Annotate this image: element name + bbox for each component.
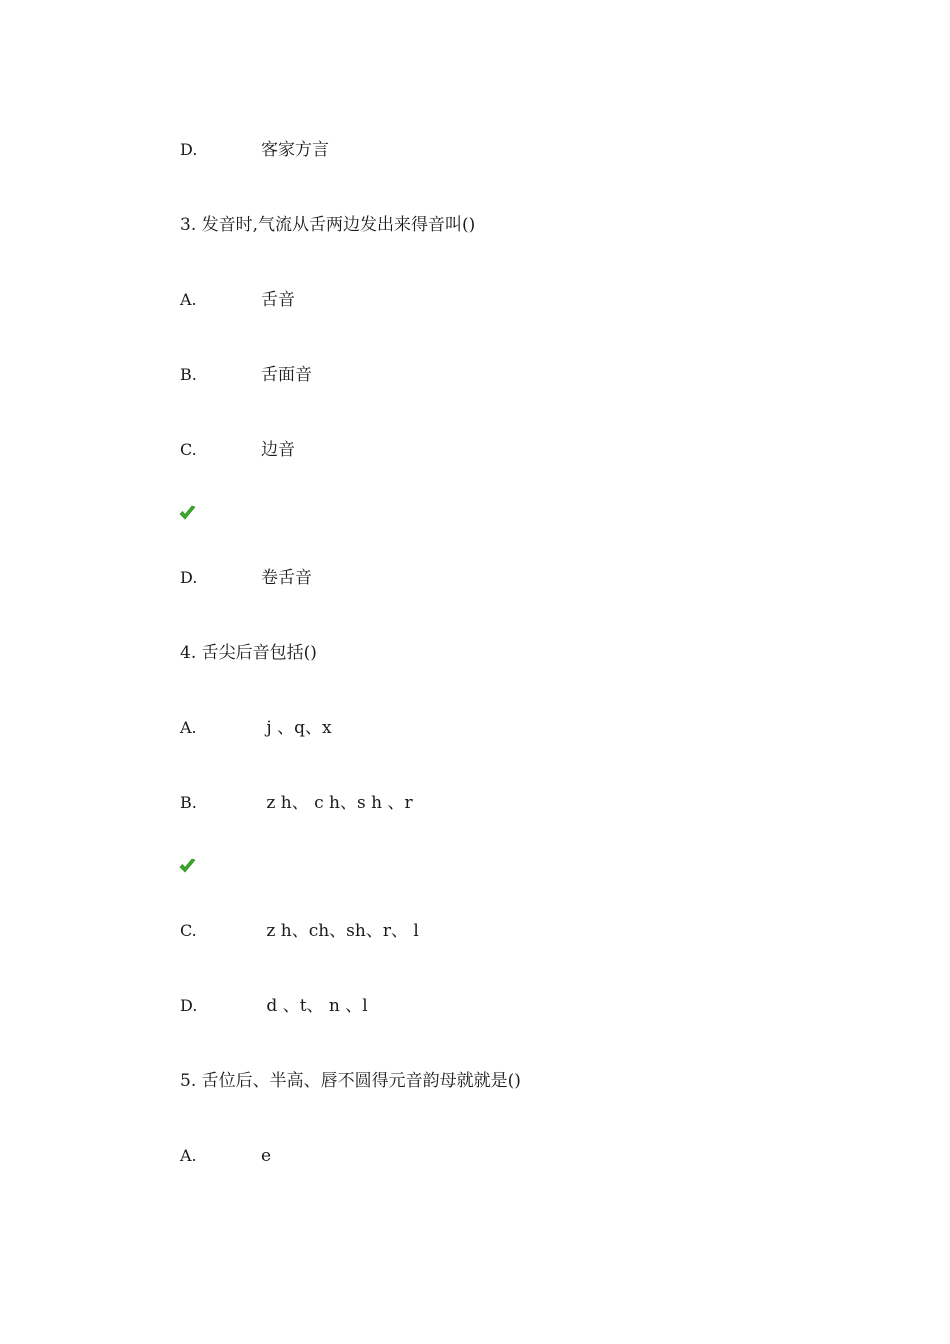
q3-question: 3. 发音时,气流从舌两边发出来得音叫() (180, 215, 476, 235)
q3-option-c-letter: C. (180, 440, 197, 459)
q4-option-b-text: z h、 c h、s h 、r (261, 793, 413, 813)
q3-option-d-text: 卷舌音 (261, 568, 312, 588)
q5-question: 5. 舌位后、半高、唇不圆得元音韵母就就是() (180, 1071, 521, 1091)
q4-option-a-letter: A. (180, 718, 197, 737)
q3-option-c-text: 边音 (261, 440, 295, 460)
q5-option-a-letter: A. (180, 1146, 197, 1165)
q3-option-a-text: 舌音 (261, 290, 295, 310)
q3-option-d-letter: D. (180, 568, 198, 587)
q2-option-d-text: 客家方言 (261, 140, 329, 160)
q3-option-b-letter: B. (180, 365, 197, 384)
q3-option-a-letter: A. (180, 290, 197, 309)
q4-option-d-letter: D. (180, 996, 198, 1015)
q3-option-b-text: 舌面音 (261, 365, 312, 385)
q5-option-a-text: e (261, 1146, 272, 1166)
q4-option-d-text: d 、t、 n 、l (261, 996, 368, 1016)
q4-option-b-letter: B. (180, 793, 197, 812)
q4-option-c-letter: C. (180, 921, 197, 940)
q4-option-a-text: j 、q、x (261, 718, 332, 738)
q2-option-d-letter: D. (180, 140, 198, 159)
check-icon (179, 858, 196, 874)
q4-question: 4. 舌尖后音包括() (180, 643, 317, 663)
q4-option-c-text: z h、ch、sh、r、 l (261, 921, 419, 941)
check-icon (179, 505, 196, 521)
